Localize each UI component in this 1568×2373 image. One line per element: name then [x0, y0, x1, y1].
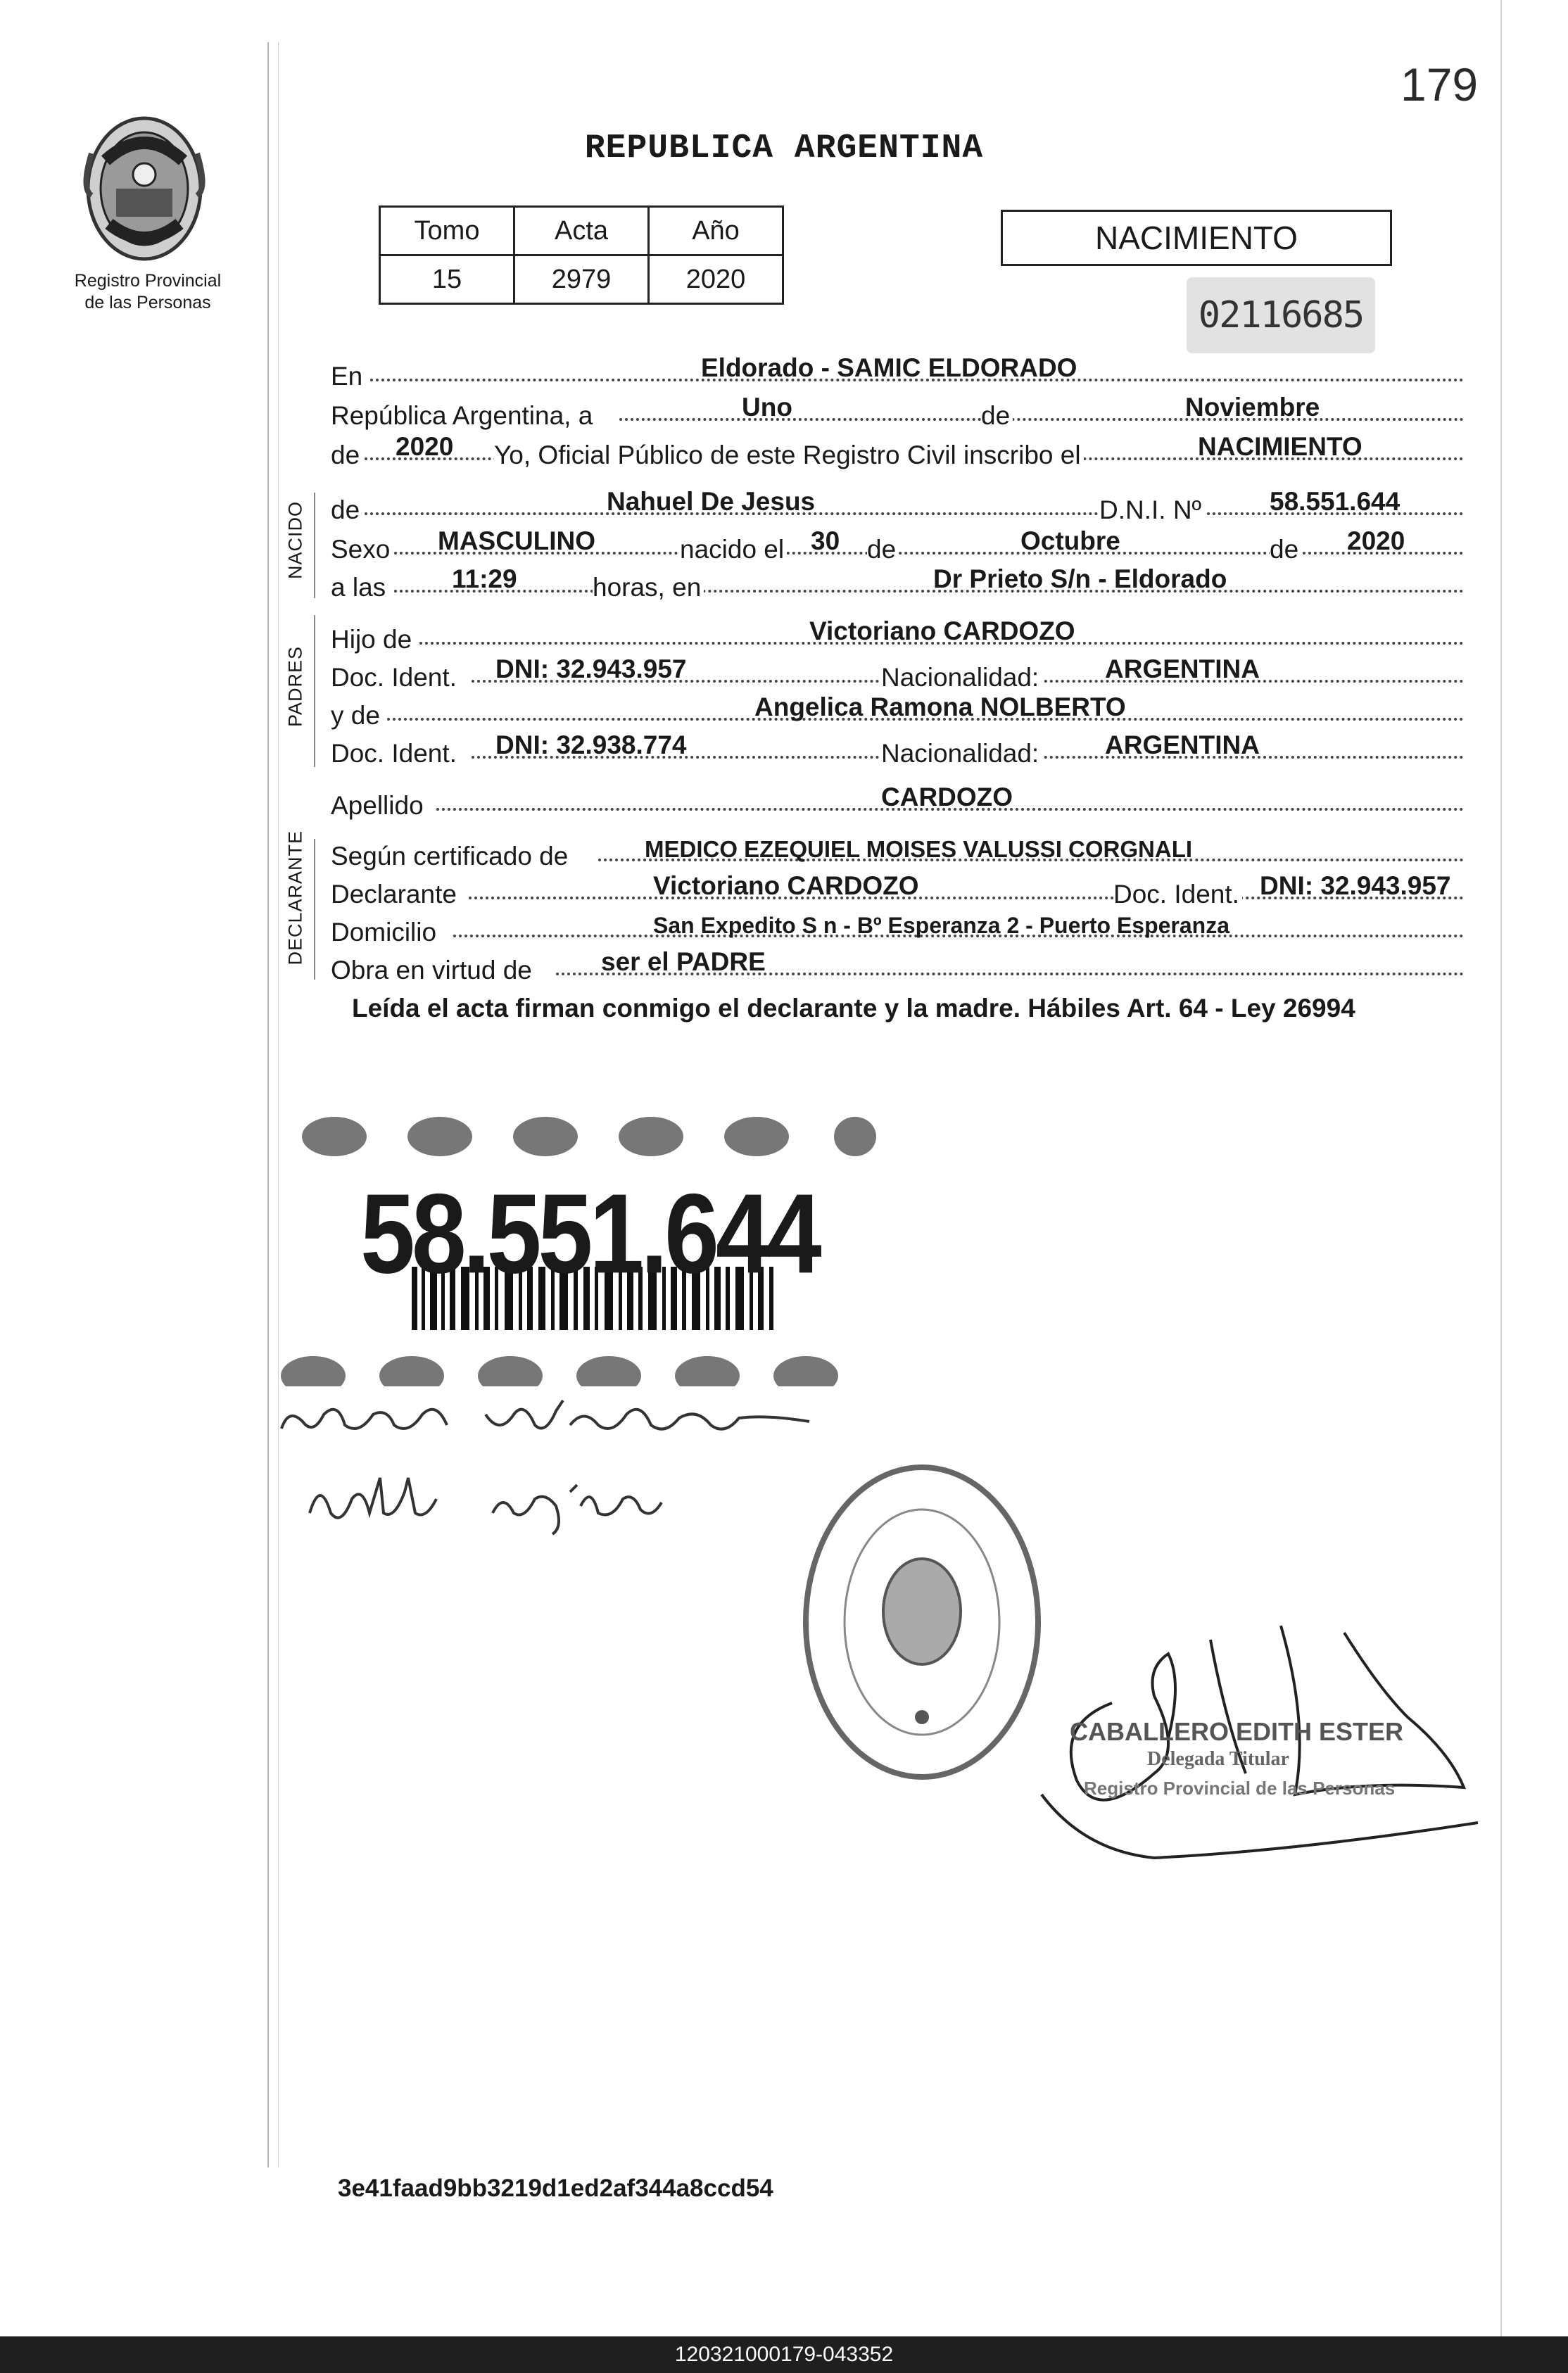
act-value: NACIMIENTO — [1198, 432, 1362, 461]
de2-label: de — [331, 441, 362, 470]
domicilio-value: San Expedito S n - Bº Esperanza 2 - Puerto Esperanza — [653, 913, 1230, 938]
row-domicilio — [331, 908, 1464, 947]
official-office: Registro Provincial de las Personas — [1084, 1778, 1396, 1799]
handwritten-signature-father — [274, 1386, 823, 1453]
record-type-box: NACIMIENTO — [1001, 210, 1392, 266]
row-madre — [331, 691, 1464, 730]
logo-caption-line1: Registro Provincial — [74, 271, 222, 291]
nacido-side-label: NACIDO — [284, 501, 306, 580]
margin-rule — [267, 42, 269, 2168]
row-republica — [331, 391, 1464, 431]
de-name-label: de — [331, 495, 362, 525]
dni-label: D.N.I. Nº — [1099, 495, 1204, 525]
legal-note: Leída el acta firman conmigo el declarante y la madre. Hábiles Art. 64 - Ley 26994 — [352, 994, 1355, 1023]
mother-name: Angelica Ramona NOLBERTO — [754, 692, 1126, 721]
child-name: Nahuel De Jesus — [607, 487, 816, 516]
section-bar — [314, 493, 315, 598]
logo-caption-line2: de las Personas — [84, 293, 211, 312]
dotted-line — [394, 590, 1464, 593]
de-label: de — [981, 401, 1013, 431]
birth-day: 30 — [811, 526, 840, 555]
official-role: Delegada Titular — [1147, 1748, 1289, 1770]
sexo-value: MASCULINO — [438, 526, 596, 555]
reference-table — [379, 205, 784, 305]
de3-label: de — [867, 535, 899, 564]
father-name: Victoriano CARDOZO — [809, 616, 1075, 645]
decl-doc-label: Doc. Ident. — [1113, 880, 1242, 909]
footer-code: 120321000179-043352 — [674, 2343, 894, 2366]
year-value: 2020 — [396, 432, 454, 461]
row-obra — [331, 946, 1464, 985]
a-las-label: a las — [331, 573, 388, 602]
page-edge — [1500, 0, 1502, 2336]
logo-caption — [42, 270, 253, 314]
republica-label: República Argentina, a — [331, 401, 595, 431]
doc-ident-label: Doc. Ident. — [331, 663, 460, 692]
hour-value: 11:29 — [452, 564, 517, 593]
domicilio-label: Domicilio — [331, 918, 439, 947]
obra-value: ser el PADRE — [601, 947, 766, 976]
y-de-label: y de — [331, 701, 383, 730]
table-header-acta: Acta — [514, 207, 649, 255]
serial-number: 02116685 — [1187, 277, 1375, 353]
table-header-anio: Año — [649, 207, 783, 255]
apellido-value: CARDOZO — [881, 783, 1013, 811]
row-year — [331, 431, 1464, 470]
page-number: 179 — [1401, 58, 1479, 110]
father-doc: DNI: 32.943.957 — [495, 654, 687, 683]
scan-footer — [0, 2336, 1568, 2373]
segun-label: Según certificado de — [331, 842, 571, 871]
table-cell-tomo: 15 — [380, 255, 514, 304]
place-value: Dr Prieto S/n - Eldorado — [933, 564, 1227, 593]
declarante-value: Victoriano CARDOZO — [653, 871, 919, 900]
sexo-label: Sexo — [331, 535, 393, 564]
de4-label: de — [1270, 535, 1301, 564]
row-segun — [331, 832, 1464, 871]
declarante-label: Declarante — [331, 880, 460, 909]
row-father-doc — [331, 653, 1464, 692]
mother-doc: DNI: 32.938.774 — [495, 730, 687, 759]
row-en — [331, 352, 1464, 391]
table-cell-anio: 2020 — [649, 255, 783, 304]
section-bar — [314, 839, 315, 980]
month-value: Noviembre — [1185, 393, 1320, 422]
nacido-el-label: nacido el — [680, 535, 787, 564]
obra-label: Obra en virtud de — [331, 956, 535, 985]
document-title-text: REPUBLICA ARGENTINA — [584, 129, 984, 167]
day-value: Uno — [742, 393, 792, 422]
barcode-number: 58.551.644 — [360, 1170, 818, 1297]
nacionalidad-label: Nacionalidad: — [881, 663, 1042, 692]
declarante-side-label: DECLARANTE — [284, 830, 306, 966]
document-title — [0, 129, 1568, 167]
father-nat: ARGENTINA — [1105, 654, 1260, 683]
horas-label: horas, en — [593, 573, 704, 602]
dni-value: 58.551.644 — [1270, 487, 1401, 516]
handwritten-signature-mother — [303, 1464, 669, 1545]
nacionalidad-label-2: Nacionalidad: — [881, 739, 1042, 768]
decl-doc-value: DNI: 32.943.957 — [1260, 871, 1451, 900]
row-mother-doc — [331, 729, 1464, 768]
row-apellido — [331, 781, 1464, 821]
row-nombre — [331, 486, 1464, 525]
birth-month: Octubre — [1020, 526, 1120, 555]
table-cell-acta: 2979 — [514, 255, 649, 304]
hijo-label: Hijo de — [331, 625, 415, 654]
section-bar — [314, 615, 315, 767]
official-name: CABALLERO EDITH ESTER — [1070, 1717, 1404, 1746]
apellido-label: Apellido — [331, 791, 426, 821]
en-value: Eldorado - SAMIC ELDORADO — [701, 353, 1077, 382]
row-declarante — [331, 870, 1464, 909]
table-header-tomo: Tomo — [380, 207, 514, 255]
row-hijo — [331, 615, 1464, 654]
segun-value: MEDICO EZEQUIEL MOISES VALUSSI CORGNALI — [645, 836, 1193, 862]
officer-text: Yo, Oficial Público de este Registro Civil inscribo el — [494, 441, 1084, 470]
official-stamp — [795, 1457, 1049, 1791]
en-label: En — [331, 362, 365, 391]
mother-nat: ARGENTINA — [1105, 730, 1260, 759]
document-hash: 3e41faad9bb3219d1ed2af344a8ccd54 — [338, 2175, 773, 2202]
doc-ident-label-2: Doc. Ident. — [331, 739, 460, 768]
row-hora — [331, 563, 1464, 602]
row-sexo — [331, 525, 1464, 564]
birth-year: 2020 — [1347, 526, 1405, 555]
padres-side-label: PADRES — [284, 645, 306, 728]
